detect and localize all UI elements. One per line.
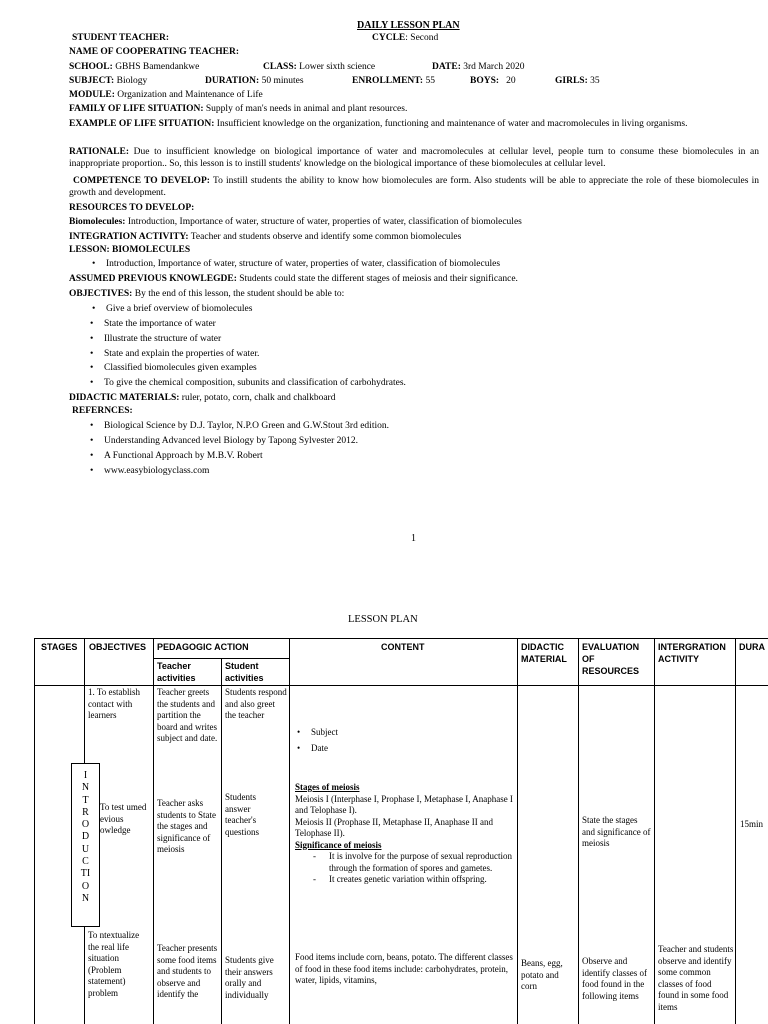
col-line bbox=[221, 658, 222, 1024]
class-field: CLASS: Lower sixth science bbox=[263, 62, 376, 72]
col-line bbox=[654, 638, 655, 1024]
row3-teacher-activity: Teacher presents some food items and students to observe and identify the bbox=[157, 943, 218, 999]
duration-field: DURATION: 50 minutes bbox=[205, 76, 304, 86]
significance-heading: Significance of meiosis bbox=[295, 839, 382, 850]
competence-paragraph: COMPETENCE TO DEVELOP: To instill students the ability to know how biomolecules are form. Also students will be able to appreciate the role of these biomolecules in growth and development. bbox=[69, 176, 759, 198]
enrollment-field: ENROLLMENT: 55 bbox=[352, 76, 435, 86]
objective-item: • Illustrate the structure of water bbox=[104, 333, 221, 345]
row1-content-bullets bbox=[297, 727, 338, 754]
stage-letter: O bbox=[81, 819, 90, 831]
col-line bbox=[578, 638, 579, 1024]
content-line: Meiosis II (Prophase II, Metaphase II, Anaphase II and Telophase II). bbox=[295, 816, 493, 838]
objective-item: • State the importance of water bbox=[104, 318, 216, 330]
row2-student-activity: Students answer teacher's questions bbox=[225, 792, 260, 837]
reference-link[interactable]: • www.easybiologyclass.com bbox=[104, 465, 209, 477]
cycle-field: CYCLE: Second bbox=[372, 33, 439, 43]
stage-letter: N bbox=[81, 892, 90, 904]
row2-teacher-activity: Teacher asks students to State the stages and significance of meiosis bbox=[157, 798, 216, 854]
module-row: MODULE: Organization and Maintenance of Life bbox=[69, 90, 263, 100]
lesson-label: LESSON: BIOMOLECULES bbox=[69, 245, 191, 255]
references-label: REFERNCES: bbox=[72, 406, 133, 416]
content-dash: - It creates genetic variation within offspring. bbox=[313, 874, 487, 884]
girls-field: GIRLS: 35 bbox=[555, 76, 600, 86]
header-student-activities: Student activities bbox=[225, 661, 264, 683]
rationale-paragraph: RATIONALE: Due to insufficient knowledge on biological importance of water and macromolecules at cellular level, people turn to consume these biomolecules in an inappropriate proportion.. So, this lesson is to instill students' knowledge on the biological importance of these biomolecules at cellular level. bbox=[69, 147, 759, 169]
col-line bbox=[34, 638, 35, 1024]
page-number: 1 bbox=[411, 533, 416, 544]
content-bullet: • Subject bbox=[297, 727, 338, 737]
header-duration: DURA bbox=[739, 642, 765, 652]
row3-objective: To ntextualize the real life situation (Problem statement) problem bbox=[88, 930, 140, 998]
stage-letter: N bbox=[81, 782, 90, 794]
stage-letter: TI bbox=[80, 868, 91, 880]
student-teacher-row: STUDENT TEACHER: bbox=[72, 33, 170, 43]
row3-didactic-material: Beans, egg, potato and corn bbox=[521, 958, 563, 991]
row3-content: Food items include corn, beans, potato. The different classes of food in these food items include: carbohydrates, protein, water, lipids, vitamins, bbox=[295, 952, 513, 985]
row1-objective: 1. To establish contact with learners bbox=[88, 687, 140, 720]
cooperating-teacher-label: NAME OF COOPERATING TEACHER: bbox=[69, 47, 240, 57]
boys-field: BOYS: 20 bbox=[470, 76, 516, 86]
row2-evaluation: State the stages and significance of meiosis bbox=[582, 815, 651, 848]
header-pedagogic-action: PEDAGOGIC ACTION bbox=[157, 642, 249, 652]
row2-duration: 15min bbox=[740, 819, 764, 829]
lesson-bullet: • Introduction, Importance of water, structure of water, properties of water, classification of biomolecules bbox=[106, 258, 500, 270]
header-stages: STAGES bbox=[41, 642, 78, 652]
row1-teacher-activity: Teacher greets the students and partition the board and writes subject and date. bbox=[157, 687, 218, 743]
objective-item: • To give the chemical composition, subunits and classification of carbohydrates. bbox=[104, 377, 406, 389]
content-line: Meiosis I (Interphase I, Prophase I, Metaphase I, Anaphase I and Telophase I). bbox=[295, 793, 513, 815]
row3-evaluation: Observe and identify classes of food found in the following items bbox=[582, 956, 647, 1001]
integration-row: INTEGRATION ACTIVITY: Teacher and students observe and identify some common biomolecules bbox=[69, 232, 462, 242]
reference-item: • Understanding Advanced level Biology by Tapong Sylvester 2012. bbox=[104, 435, 358, 447]
stage-letter: U bbox=[81, 843, 90, 855]
stage-letter: C bbox=[82, 856, 89, 868]
objective-item: • State and explain the properties of water. bbox=[104, 348, 259, 360]
content-bullet: • Date bbox=[297, 742, 328, 753]
biomolecules-row: Biomolecules: Introduction, Importance of water, structure of water, properties of water, classification of biomolecules bbox=[69, 217, 522, 227]
stage-letter: T bbox=[82, 794, 89, 806]
assumed-row: ASSUMED PREVIOUS KNOWLEGDE: Students could state the different stages of meiosis and their significance. bbox=[69, 274, 518, 284]
header-content: CONTENT bbox=[381, 642, 425, 652]
row3-integration: Teacher and students observe and identify some common classes of food found in some food items bbox=[658, 944, 734, 1012]
stage-letter: O bbox=[81, 880, 90, 892]
stage-letter: I bbox=[83, 770, 88, 781]
objective-item: • Classified biomolecules given examples bbox=[104, 362, 257, 374]
row2-content bbox=[295, 782, 513, 886]
col-line bbox=[153, 638, 154, 1024]
stage-letter: R bbox=[82, 806, 89, 818]
didactic-row: DIDACTIC MATERIALS: ruler, potato, corn, chalk and chalkboard bbox=[69, 393, 336, 403]
page-title: DAILY LESSON PLAN bbox=[357, 20, 460, 31]
row3-student-activity: Students give their answers orally and individually bbox=[225, 955, 274, 1000]
row2-objective: To test umed evious owledge bbox=[100, 802, 147, 835]
resources-label: RESOURCES TO DEVELOP: bbox=[69, 203, 195, 213]
col-line bbox=[517, 638, 518, 1024]
family-row: FAMILY OF LIFE SITUATION: Supply of man's needs in animal and plant resources. bbox=[69, 104, 408, 114]
date-field: DATE: 3rd March 2020 bbox=[432, 62, 525, 72]
school-row: SCHOOL: GBHS Bamendankwe bbox=[69, 62, 200, 72]
stages-heading: Stages of meiosis bbox=[295, 782, 360, 792]
table-border-top bbox=[34, 638, 768, 639]
stage-introduction-label bbox=[72, 764, 99, 905]
objectives-row: OBJECTIVES: By the end of this lesson, the student should be able to: bbox=[69, 289, 345, 299]
col-line bbox=[735, 638, 736, 1024]
content-dash: - It is involve for the purpose of sexual reproduction through the formation of spores and gametes. bbox=[313, 851, 512, 873]
header-didactic-material: DIDACTIC MATERIAL bbox=[521, 642, 567, 664]
example-paragraph: EXAMPLE OF LIFE SITUATION: Insufficient knowledge on the organization, functioning and maintenance of water and macromolecules in living organisms. bbox=[69, 119, 688, 129]
stage-introduction-box bbox=[71, 763, 100, 927]
stage-letter: D bbox=[81, 831, 90, 843]
header-integration: INTERGRATION ACTIVITY bbox=[658, 642, 726, 664]
reference-item: • A Functional Approach by M.B.V. Robert bbox=[104, 450, 263, 462]
table-header-bottom bbox=[34, 685, 768, 686]
lesson-plan-title: LESSON PLAN bbox=[348, 614, 418, 625]
subject-row: SUBJECT: Biology bbox=[69, 76, 148, 86]
reference-item: • Biological Science by D.J. Taylor, N.P.O Green and G.W.Stout 3rd edition. bbox=[104, 420, 389, 432]
header-evaluation: EVALUATION OF RESOURCES bbox=[582, 642, 640, 676]
col-line bbox=[289, 638, 290, 1024]
objective-item: • Give a brief overview of biomolecules bbox=[106, 303, 252, 315]
header-teacher-activities: Teacher activities bbox=[157, 661, 196, 683]
header-objectives: OBJECTIVES bbox=[89, 642, 147, 652]
row1-student-activity: Students respond and also greet the teacher bbox=[225, 687, 287, 720]
